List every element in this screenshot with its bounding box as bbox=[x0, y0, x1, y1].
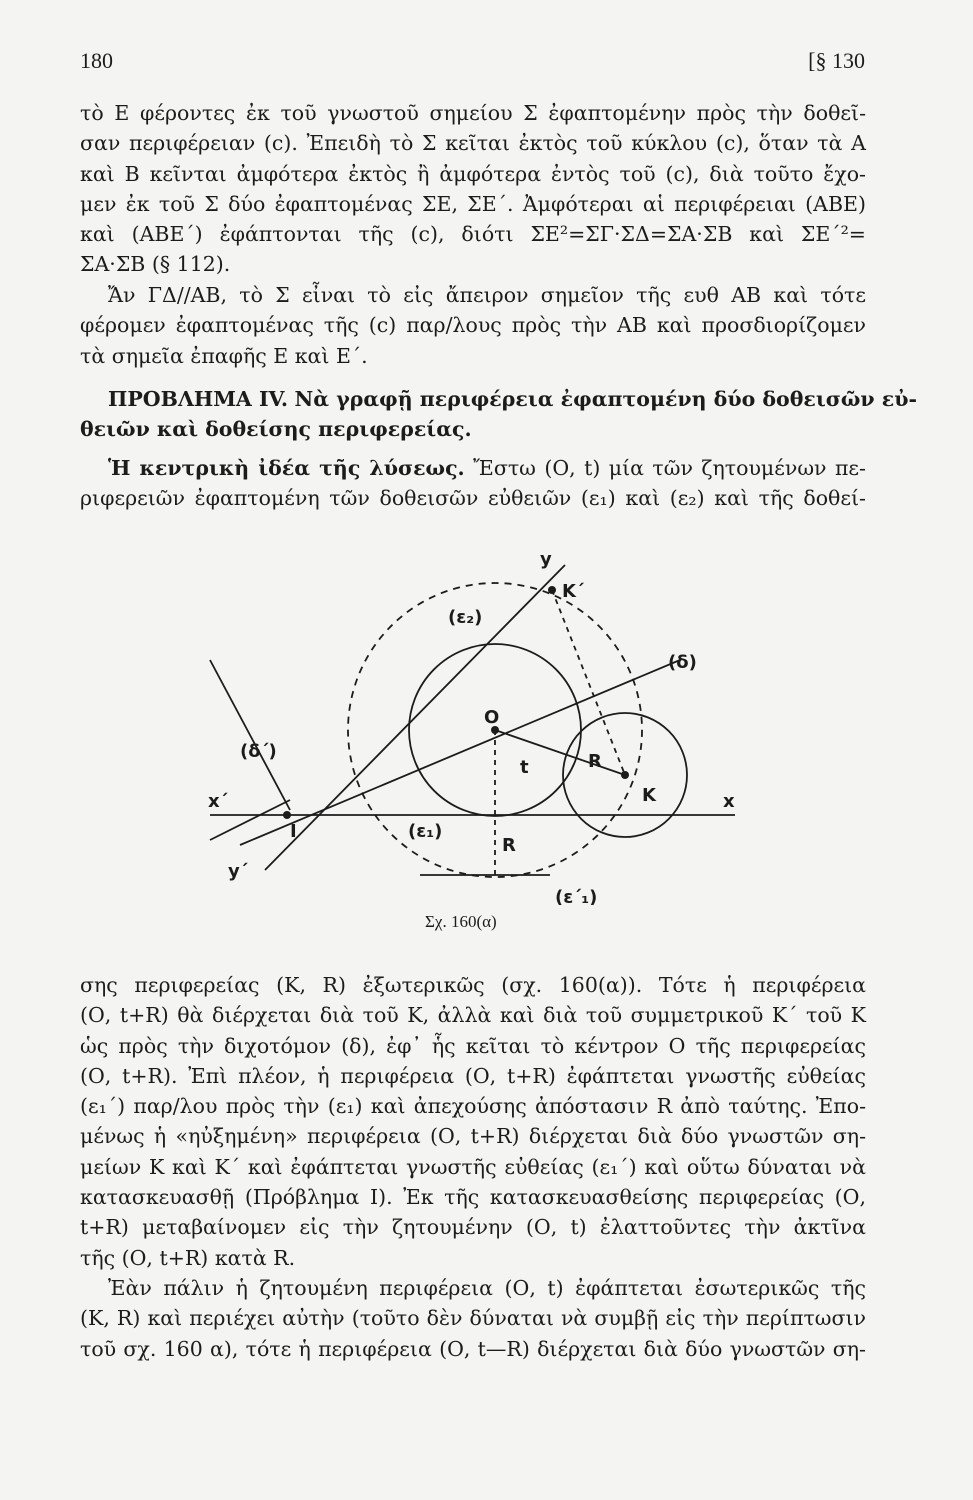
label-e2: (ε₂) bbox=[448, 607, 483, 628]
text-line: (Κ, R) καὶ περιέχει αὐτὴν (τοῦτο δὲν δύναται νὰ συμβῇ εἰς τὴν περίπτωσιν bbox=[80, 1306, 866, 1331]
text-line: φέρομεν ἐφαπτομένας τῆς (c) παρ/λους πρὸς τὴν ΑΒ καὶ προσδιορίζομεν bbox=[80, 313, 866, 338]
label-delta-prime: (δ΄) bbox=[240, 741, 277, 762]
label-e1: (ε₁) bbox=[408, 821, 443, 842]
label-O: O bbox=[484, 707, 500, 728]
label-y: y bbox=[540, 549, 552, 570]
text-line: ὡς πρὸς τὴν διχοτόμον (δ), ἐφ᾽ ἧς κεῖται τὸ κέντρον Ο τῆς περιφερείας bbox=[80, 1033, 866, 1058]
text-line: σαν περιφέρειαν (c). Ἐπειδὴ τὸ Σ κεῖται ἐκτὸς τοῦ κύκλου (c), ὅταν τὰ Α bbox=[80, 131, 866, 156]
label-R-upper: R bbox=[588, 751, 602, 772]
problem-text: θειῶν καὶ δοθείσης περιφερείας. bbox=[80, 417, 472, 442]
text-line: (Ο, t+R). Ἐπὶ πλέον, ἡ περιφέρεια (Ο, t+R) ἐφάπτεται γνωστῆς εὐθείας bbox=[80, 1063, 866, 1088]
idea-label: Ἡ κεντρικὴ ἰδέα τῆς λύσεως. bbox=[108, 456, 465, 480]
point-K-prime bbox=[548, 586, 556, 594]
central-idea bbox=[80, 453, 866, 514]
text-line: σης περιφερείας (Κ, R) ἐξωτερικῶς (σχ. 160(α)). Τότε ἡ περιφέρεια bbox=[80, 973, 866, 997]
text-line: τὰ σημεῖα ἐπαφῆς Ε καὶ Ε΄. bbox=[80, 343, 368, 368]
label-delta: (δ) bbox=[668, 652, 697, 673]
text-line: καὶ Β κεῖνται ἀμφότερα ἐκτὸς ἢ ἀμφότερα ἐντὸς τοῦ (c), διὰ τοῦτο ἔχο- bbox=[80, 161, 866, 186]
geometry-figure bbox=[190, 545, 750, 905]
problem-statement bbox=[80, 384, 917, 445]
text-line: τὸ Ε φέροντες ἐκ τοῦ γνωστοῦ σημείου Σ ἐφαπτομένην πρὸς τὴν δοθεῖ- bbox=[80, 101, 866, 125]
page-number: 180 bbox=[80, 48, 113, 73]
paragraph-parallel-case bbox=[80, 280, 866, 371]
label-x: x bbox=[723, 791, 735, 812]
text-line: τοῦ σχ. 160 α), τότε ἡ περιφέρεια (Ο, t—R) διέρχεται διὰ δύο γνωστῶν ση- bbox=[80, 1336, 866, 1361]
label-x-prime: x΄ bbox=[208, 791, 228, 812]
text-line: τῆς (Ο, t+R) κατὰ R. bbox=[80, 1245, 296, 1270]
text-line: μένως ἡ «ηὐξημένη» περιφέρεια (Ο, t+R) διέρχεται διὰ δύο γνωστῶν ση- bbox=[80, 1124, 866, 1149]
text-line: κατασκευασθῇ (Πρόβλημα Ι). Ἐκ τῆς κατασκευασθείσης περιφερείας (Ο, bbox=[80, 1185, 866, 1210]
text-line: ΣΑ·ΣΒ (§ 112). bbox=[80, 252, 231, 277]
text-line: μεν ἐκ τοῦ Σ δύο ἐφαπτομένας ΣΕ, ΣΕ΄. Ἀμφότεραι αἱ περιφέρειαι (ΑΒΕ) bbox=[80, 191, 866, 216]
figure-caption: Σχ. 160(α) bbox=[425, 912, 497, 931]
label-t: t bbox=[520, 757, 529, 778]
section-reference: [§ 130 bbox=[808, 48, 865, 73]
text-line: t+R) μεταβαίνομεν εἰς τὴν ζητουμένην (Ο, t) ἐλαττοῦντες τὴν ἀκτῖνα bbox=[80, 1215, 866, 1240]
point-I bbox=[283, 811, 291, 819]
text-line: Ἄν ΓΔ//ΑΒ, τὸ Σ εἶναι τὸ εἰς ἄπειρον σημεῖον τῆς ευθ ΑΒ καὶ τότε bbox=[108, 283, 866, 307]
paragraph-bottom bbox=[80, 970, 866, 1273]
problem-label: ΠΡΟΒΛΗΜΑ IV. bbox=[108, 387, 289, 411]
text-line: ριφερειῶν ἐφαπτομένη τῶν δοθεισῶν εὐθειῶν (ε₁) καὶ (ε₂) καὶ τῆς δοθεί- bbox=[80, 486, 866, 511]
paragraph-last bbox=[80, 1273, 866, 1364]
paragraph-top bbox=[80, 98, 866, 280]
label-K: K bbox=[642, 785, 656, 806]
label-y-prime: y΄ bbox=[228, 861, 248, 882]
label-K-prime: K΄ bbox=[562, 581, 584, 602]
label-R-lower: R bbox=[502, 835, 516, 856]
text-line: Ἐὰν πάλιν ἡ ζητουμένη περιφέρεια (Ο, t) ἐφάπτεται ἐσωτερικῶς τῆς bbox=[108, 1276, 866, 1300]
dashed-KK-prime bbox=[552, 590, 625, 775]
label-e1-prime: (ε΄₁) bbox=[555, 887, 598, 905]
line-delta-prime bbox=[210, 660, 290, 810]
text-line: (Ο, t+R) θὰ διέρχεται διὰ τοῦ Κ, ἀλλὰ καὶ διὰ τοῦ συμμετρικοῦ Κ΄ τοῦ Κ bbox=[80, 1003, 866, 1028]
segment-OK bbox=[495, 730, 625, 775]
problem-text: Νὰ γραφῇ περιφέρεια ἐφαπτομένη δύο δοθεισῶν εὐ- bbox=[294, 387, 917, 411]
text-line: καὶ (ΑΒΕ΄) ἐφάπτονται τῆς (c), διότι ΣΕ²=ΣΓ·ΣΔ=ΣΑ·ΣΒ καὶ ΣΕ΄²= bbox=[80, 222, 866, 247]
point-K bbox=[621, 771, 629, 779]
text-line: μείων Κ καὶ Κ΄ καὶ ἐφάπτεται γνωστῆς εὐθείας (ε₁΄) καὶ οὕτω δύναται νὰ bbox=[80, 1154, 866, 1179]
text-line: (ε₁΄) παρ/λου πρὸς τὴν (ε₁) καὶ ἀπεχούσης ἀπόστασιν R ἀπὸ ταύτης. Ἐπο- bbox=[80, 1094, 866, 1119]
label-I: I bbox=[290, 821, 297, 842]
idea-text: Ἔστω (Ο, t) μία τῶν ζητουμένων πε- bbox=[473, 456, 866, 480]
